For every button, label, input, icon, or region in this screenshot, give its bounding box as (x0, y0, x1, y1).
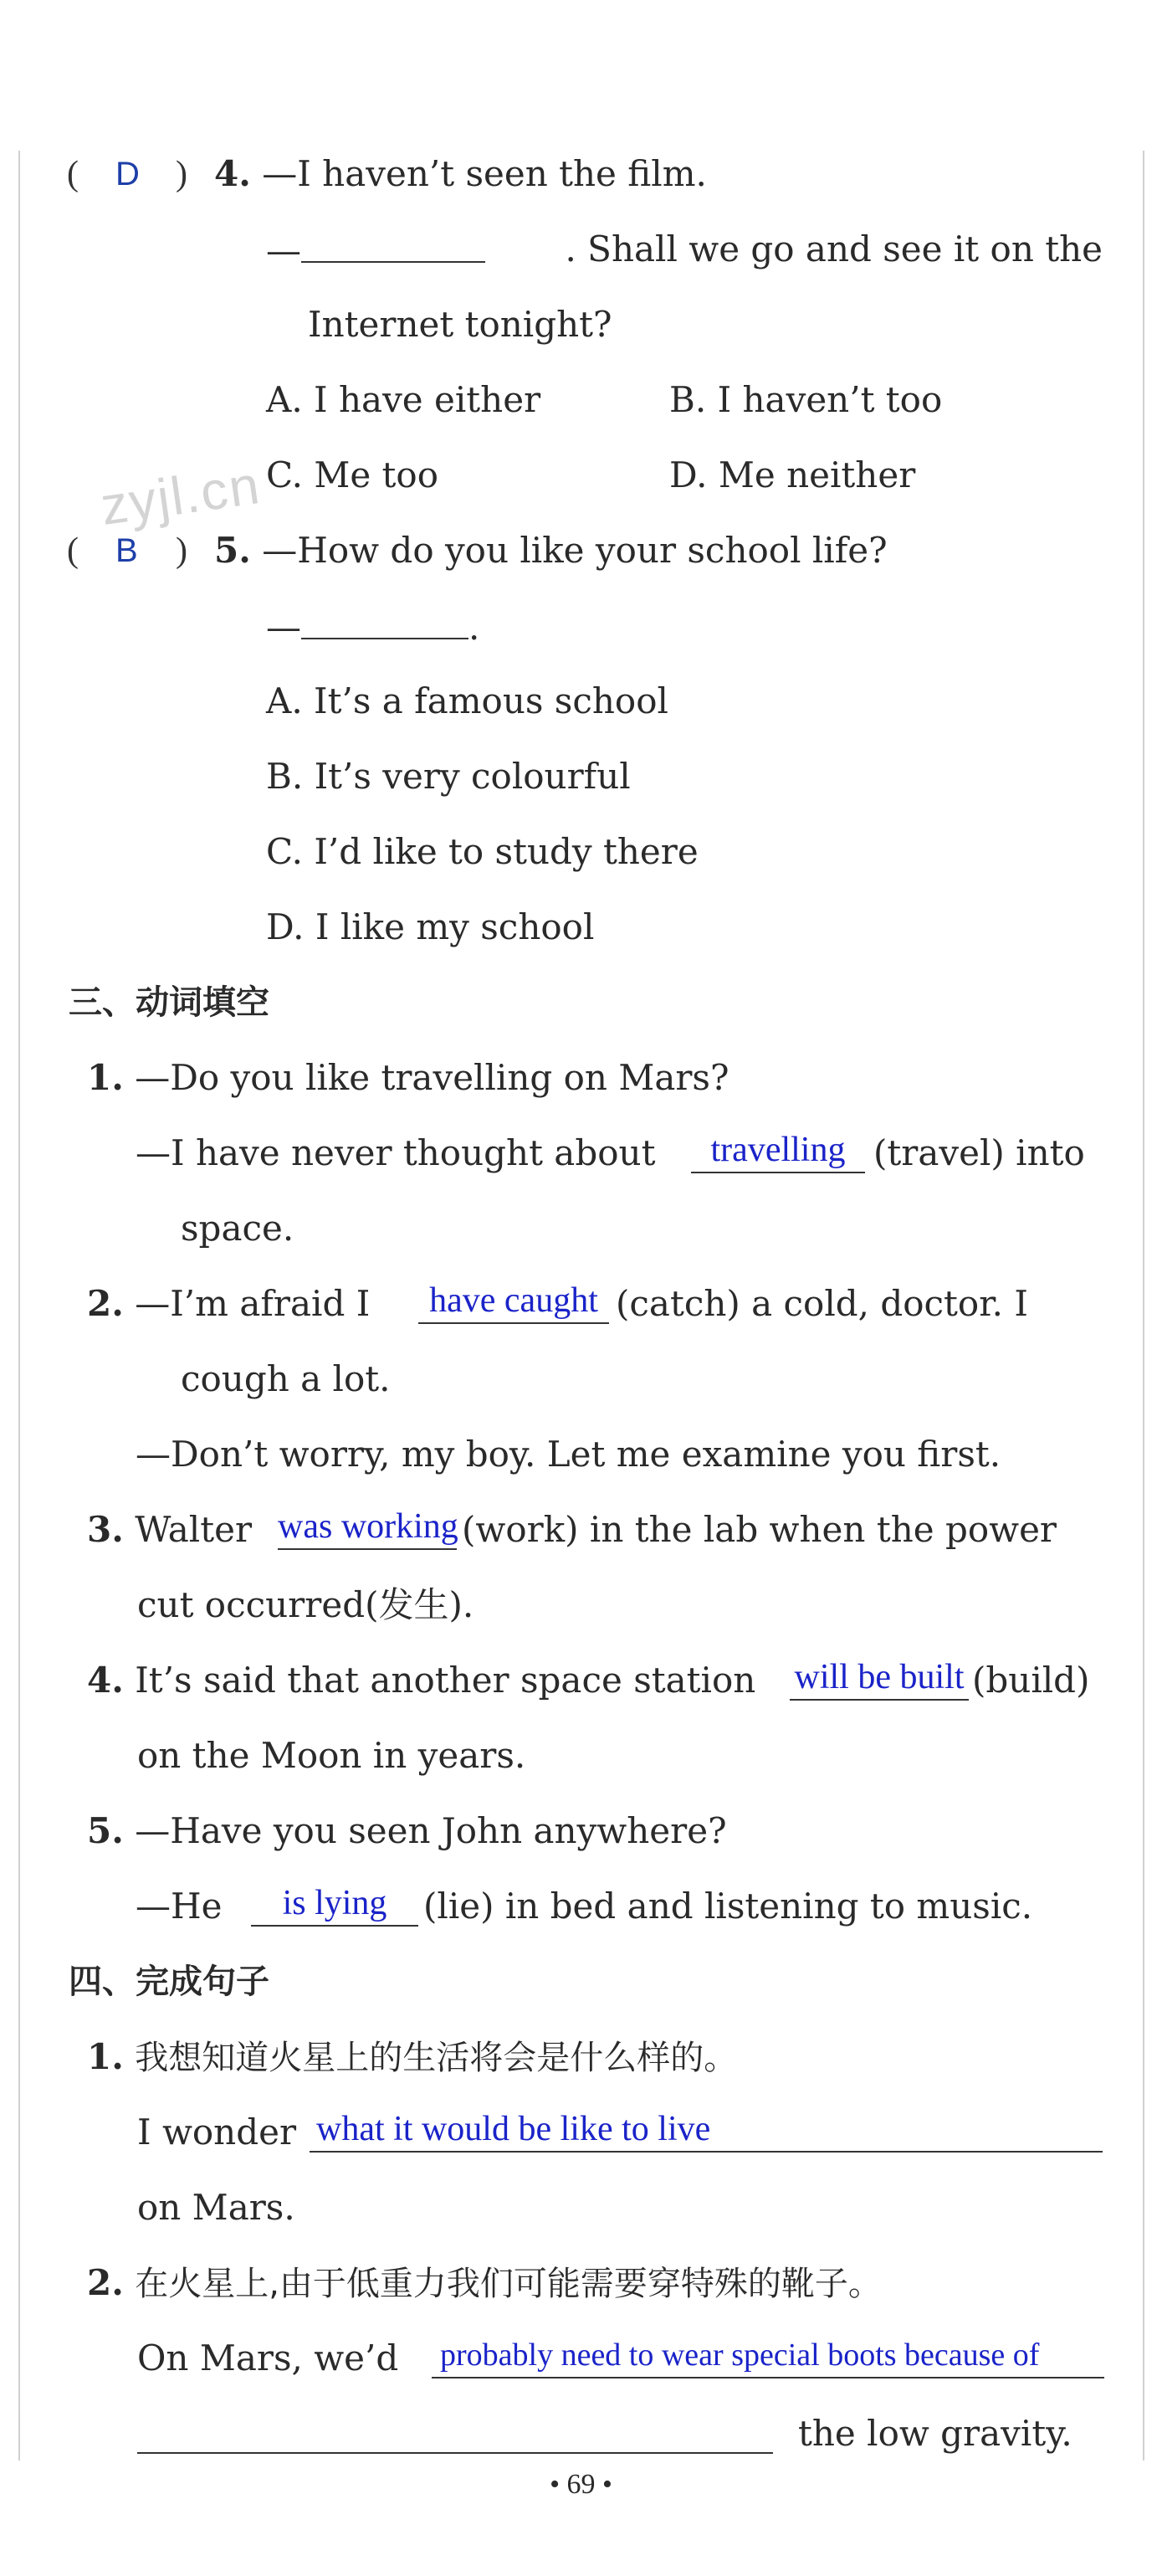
left-margin-line (18, 151, 20, 2461)
handwritten-answer: probably need to wear special boots because of (440, 2337, 1040, 2373)
answer-paren-close: ) (176, 155, 187, 193)
chinese-prompt: 我想知道火星上的生活将会是什么样的。 (135, 2039, 738, 2077)
section3-title: 三、动词填空 (69, 983, 269, 1022)
handwritten-answer: travelling (710, 1131, 846, 1169)
s3-item3-blank[interactable] (278, 1507, 458, 1550)
q4-answer: D (115, 156, 140, 192)
q5-option-b: B. It’s very colourful (266, 756, 631, 797)
question-number: 5. (214, 530, 251, 571)
page-number: • 69 • (550, 2469, 612, 2500)
q4-option-b: B. I haven’t too (669, 379, 943, 420)
section4-title: 四、完成句子 (69, 1963, 269, 2001)
watermark: zyjl.cn (96, 454, 264, 536)
q5-option-c: C. I’d like to study there (266, 831, 699, 872)
s3-item1-blank[interactable] (691, 1131, 865, 1173)
s3-item4-blank[interactable] (790, 1658, 969, 1701)
s3-item2-blank[interactable] (418, 1281, 609, 1324)
q4-blank[interactable] (301, 224, 485, 263)
s3-item5-blank[interactable] (251, 1884, 418, 1927)
question-number: 4. (214, 153, 251, 194)
handwritten-answer: have caught (429, 1281, 598, 1320)
item-number: 1. (87, 2036, 124, 2077)
s4-item2-blank-2[interactable] (137, 2415, 773, 2454)
item-number: 5. (87, 1810, 124, 1851)
handwritten-answer: what it would be like to live (316, 2110, 711, 2148)
q5-answer: B (115, 532, 138, 569)
answer-paren-open: ( (67, 155, 79, 193)
q4-line2-rest: . Shall we go and see it on the (565, 228, 1103, 269)
item-number: 3. (87, 1509, 124, 1550)
handwritten-answer: was working (278, 1507, 458, 1546)
s4-item2-blank[interactable] (432, 2337, 1104, 2378)
item-number: 2. (87, 1283, 124, 1324)
s4-item1-blank[interactable] (310, 2110, 1103, 2153)
q5-line1: —How do you like your school life? (262, 530, 888, 571)
right-margin-line (1143, 151, 1144, 2461)
item-number: 4. (87, 1660, 124, 1701)
q4-line1: —I haven’t seen the film. (262, 153, 707, 194)
q5-option-a: A. It’s a famous school (266, 680, 668, 721)
q4-line3: Internet tonight? (308, 304, 612, 345)
chinese-prompt: 在火星上,由于低重力我们可能需要穿特殊的靴子。 (135, 2265, 882, 2303)
handwritten-answer: will be built (794, 1658, 965, 1696)
q5-option-d: D. I like my school (266, 906, 595, 947)
worksheet-page: ( D ) 4. —I haven’t seen the film. — . Shall we go and see it on the Internet tonight? A. I have either B. I haven’t too C. Me too D. Me neither zyjl.cn ( B ) 5. —How do you like your school life? — . A. It’s a famous school B. It’s very colourful C. I’d like to study there D. I like my school 三、动词填空 1. —Do you like travelling on Mars? —I have never thought about travelling (travel) into space. 2. —I’m afraid I have caught (catch) a cold, doctor. I cough a lot. —Don’t worry, my boy. Let me examine you first. 3. Walter was working (work) in the lab when the power cut occurred(发生). 4. It’s said that another space station will be built (build) on the Moon in years. 5. —Have you seen John anywhere? —He is lying (lie) in bed and listening to music. 四、完成句子 1. 我想知道火星上的生活将会是什么样的。 I wonder what it would be like to live on Mars. 2. 在火星上,由于低重力我们可能需要穿特殊的靴子。 On Mars, we’d probably need to wear special boots because of the low gravity. • 69 • (0, 0, 1162, 2576)
handwritten-answer: is lying (282, 1884, 387, 1922)
q4-option-d: D. Me neither (669, 454, 916, 495)
q4-option-c: C. Me too (266, 454, 439, 495)
item-number: 1. (87, 1057, 124, 1098)
item-number: 2. (87, 2262, 124, 2303)
q5-blank[interactable] (301, 601, 468, 639)
q4-option-a: A. I have either (266, 379, 541, 420)
